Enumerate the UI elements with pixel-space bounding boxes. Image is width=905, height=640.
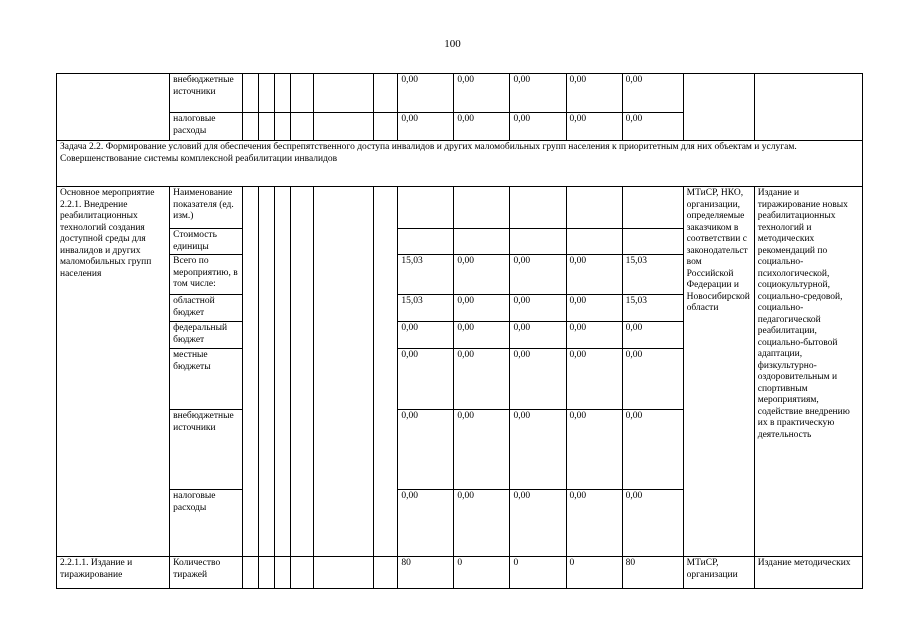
- value-cell: 0,00: [622, 322, 683, 349]
- value-cell: 15,03: [622, 255, 683, 295]
- result-cell: [754, 74, 862, 141]
- executor-cell: МТиСР, НКО, организации, определяемые заказчиком в соответствии с законодательством Российской Федерации и Новосибирской области: [683, 187, 754, 557]
- program-measures-table: [56, 73, 863, 589]
- value-cell: 0,00: [510, 74, 566, 113]
- value-cell: 0,00: [622, 74, 683, 113]
- value-cell: 0,00: [510, 113, 566, 141]
- task-heading: Задача 2.2. Формирование условий для обеспечения беспрепятственного доступа инвалидов и других маломобильных групп населения к приоритетным для них объектам и услугам. Совершенствование системы комплексной реабилитации инвалидов: [57, 141, 863, 187]
- indicator-cell: областной бюджет: [170, 295, 243, 322]
- value-cell: 0,00: [622, 490, 683, 557]
- value-cell: 0,00: [454, 490, 510, 557]
- value-cell: 0,00: [622, 410, 683, 490]
- task-row: [57, 141, 863, 187]
- value-cell: 0,00: [398, 490, 454, 557]
- value-cell: 0,00: [566, 410, 622, 490]
- value-cell: 0,00: [398, 410, 454, 490]
- value-cell: 80: [398, 557, 454, 589]
- value-cell: 0,00: [398, 349, 454, 410]
- indicator-cell: местные бюджеты: [170, 349, 243, 410]
- value-cell: [510, 229, 566, 255]
- value-cell: 0,00: [454, 255, 510, 295]
- value-cell: 0,00: [398, 113, 454, 141]
- value-cell: 0,00: [454, 295, 510, 322]
- value-cell: 80: [622, 557, 683, 589]
- value-cell: [566, 229, 622, 255]
- result-cell: Издание и тиражирование новых реабилитационных технологий и методических рекомендаций по социально-психологической, социокультурной, социально-средовой, социально-педагогической реабилитации, социально-бытовой адаптации, физкультурно-оздоровительным и спортивным мероприятиям, содействие внедрению их в практическую деятельность: [754, 187, 862, 557]
- value-cell: 0,00: [566, 255, 622, 295]
- value-cell: 0: [566, 557, 622, 589]
- value-cell: 0,00: [510, 349, 566, 410]
- value-cell: [566, 187, 622, 229]
- value-cell: 0,00: [622, 349, 683, 410]
- value-cell: 0,00: [510, 322, 566, 349]
- value-cell: 15,03: [398, 295, 454, 322]
- value-cell: 0,00: [454, 410, 510, 490]
- value-cell: 0,00: [566, 349, 622, 410]
- executor-cell: [683, 74, 754, 141]
- value-cell: [622, 229, 683, 255]
- value-cell: 0,00: [510, 295, 566, 322]
- value-cell: [510, 187, 566, 229]
- value-cell: 0,00: [566, 295, 622, 322]
- indicator-cell: федеральный бюджет: [170, 322, 243, 349]
- indicator-cell: Наименование показателя (ед. изм.): [170, 187, 243, 229]
- value-cell: 0,00: [398, 74, 454, 113]
- value-cell: 0,00: [566, 322, 622, 349]
- measure-name-cell: 2.2.1.1. Издание и тиражирование: [57, 557, 170, 589]
- indicator-cell: внебюджетные источники: [170, 410, 243, 490]
- value-cell: 0,00: [510, 490, 566, 557]
- value-cell: 0,00: [454, 322, 510, 349]
- table-row: [57, 74, 863, 113]
- value-cell: 0,00: [454, 74, 510, 113]
- value-cell: [454, 229, 510, 255]
- value-cell: [398, 229, 454, 255]
- value-cell: 0,00: [566, 490, 622, 557]
- result-cell: Издание методических: [754, 557, 862, 589]
- value-cell: 0,00: [398, 322, 454, 349]
- executor-cell: МТиСР, организации: [683, 557, 754, 589]
- value-cell: 0,00: [454, 349, 510, 410]
- value-cell: [398, 187, 454, 229]
- name-cell: [57, 74, 170, 141]
- indicator-cell: налоговые расходы: [170, 490, 243, 557]
- value-cell: 15,03: [398, 255, 454, 295]
- table-row: [57, 187, 863, 229]
- indicator-cell: Всего по мероприятию, в том числе:: [170, 255, 243, 295]
- indicator-cell: внебюджетные источники: [170, 74, 243, 113]
- value-cell: 0: [510, 557, 566, 589]
- value-cell: 0,00: [622, 113, 683, 141]
- value-cell: 0,00: [510, 255, 566, 295]
- value-cell: 0,00: [566, 74, 622, 113]
- value-cell: 0,00: [566, 113, 622, 141]
- indicator-cell: налоговые расходы: [170, 113, 243, 141]
- page-number: 100: [444, 38, 461, 50]
- value-cell: 0,00: [510, 410, 566, 490]
- value-cell: [622, 187, 683, 229]
- table-row: [57, 557, 863, 589]
- value-cell: 0: [454, 557, 510, 589]
- value-cell: 15,03: [622, 295, 683, 322]
- measure-name-cell: Основное мероприятие 2.2.1. Внедрение реабилитационных технологий создания доступной среды для инвалидов и других маломобильных групп населения: [57, 187, 170, 557]
- value-cell: [454, 187, 510, 229]
- indicator-cell: Количество тиражей: [170, 557, 243, 589]
- indicator-cell: Стоимость единицы: [170, 229, 243, 255]
- value-cell: 0,00: [454, 113, 510, 141]
